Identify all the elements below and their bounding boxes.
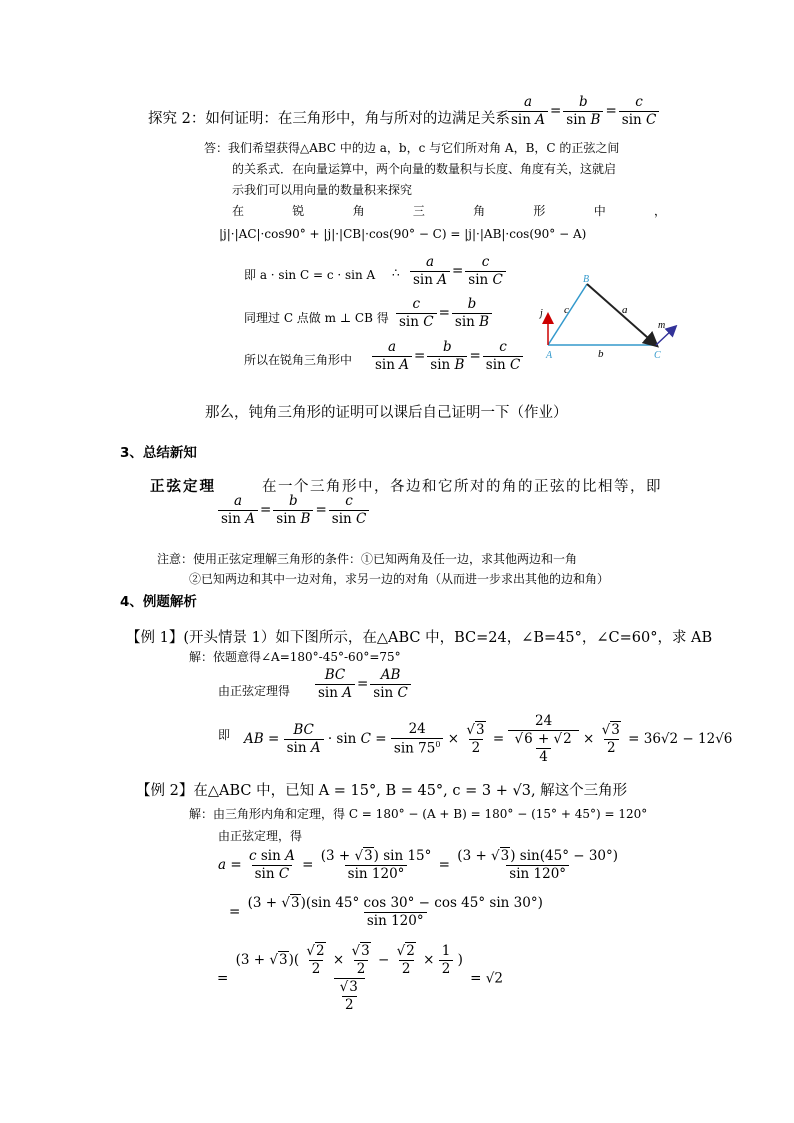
step1-ratio: $\frac{a}{\text{sin A}}$ = $\frac{c}{\text{sin C}}$ [410,255,506,288]
triangle-figure [538,268,688,363]
sine-law-ratio: $\frac{a}{\text{sin A}}$ = $\frac{b}{\text{sin B}}$ = $\frac{c}{\text{sin C}}$ [508,95,659,128]
label-m: m [658,320,666,331]
step2-ratio: $\frac{c}{\text{sin C}}$ = $\frac{b}{\text{sin B}}$ [396,297,492,330]
dot-product-equation: |j|·|AC|·cos90° + |j|·|CB|·cos(90° − C) = |j|·|AB|·cos(90° − A) [219,227,587,241]
answer-line-1: 答：我们希望获得△ABC 中的边 a，b，c 与它们所对角 A，B，C 的正弦之间 [204,141,620,155]
note-line-2: ②已知两边和其中一边对角，求另一边的对角（从而进一步求出其他的边和角） [189,572,610,586]
example2-title: 【例 2】在△ABC 中，已知 A = 15°, B = 45°, c = 3 + √3, 解这个三角形 [136,783,628,799]
example1-solution-1: 解：依题意得∠A=180°-45°-60°=75° [189,650,401,664]
label-j: j [540,308,543,319]
example2-step-b: = $\frac{(3 + √3)(\sin 45^\circ \cos 30^\circ - \cos 45^\circ \sin 30^\circ)}{\sin 120^\circ}$ [229,895,543,929]
answer-line-2: 的关系式．在向量运算中，两个向量的数量积与长度、角度有关，这就启 [232,162,617,176]
example2-final: = √2 [470,970,503,987]
theorem-title: 正弦定理 [150,478,216,495]
example1-solution-2: 由正弦定理得 [218,684,291,698]
example2-solution-2: 由正弦定理，得 [218,829,303,843]
example1-computation: AB = $\frac{BC}{\text{sin A}}$ · sin C = $\frac{24}{\sin 75^0}$ × $\frac{√3}{2}$ = $\frac{24}{\frac{√6 + √2}{4}}$ × $\frac{√3}{2}$ = 36√2 − 12√6 [244,713,733,765]
theorem-formula: $\frac{a}{\text{sin A}}$ = $\frac{b}{\text{sin B}}$ = $\frac{c}{\text{sin C}}$ [218,494,369,527]
example2-step-c: = (3 + √3)( $\frac{√2}{2}$ × $\frac{√3}{2}$ − $\frac{√2}{2}$ × $\frac{1}{2}$ ) $\frac{√3}{2}$ = √2 [217,943,503,1014]
label-c: c [564,304,569,316]
step3-text: 所以在锐角三角形中 [244,353,353,367]
acute-triangle-heading: 在 锐 角 三 角 形 中 ， [232,204,666,218]
example1-ratio: $\frac{BC}{\text{sin A}}$ = $\frac{AB}{\text{sin C}}$ [315,668,411,701]
explore2-question: 探究 2：如何证明：在三角形中，角与所对的边满足关系 [148,111,510,127]
section4-heading: 4、例题解析 [120,594,197,610]
example1-result: = 36√2 − 12√6 [628,731,733,748]
step1-text: 即 a · sin C = c · sin A [244,268,376,282]
example2-solution-1: 解：由三角形内角和定理，得 C = 180° − (A + B) = 180° − (15° + 45°) = 120° [189,807,648,821]
step2-text: 同理过 C 点做 m ⊥ CB 得 [244,311,389,325]
label-b: b [598,348,604,360]
answer-line-3: 示我们可以用向量的数量积来探究 [232,183,413,197]
vector-m [656,329,673,345]
label-a: a [622,304,628,316]
label-C: C [654,350,661,361]
therefore-symbol: ∴ [392,266,400,280]
example1-title: 【例 1】(开头情景 1）如下图所示，在△ABC 中，BC=24，∠B=45°，∠C=60°，求 AB [126,630,713,646]
step3-ratio: $\frac{a}{\text{sin A}}$ = $\frac{b}{\text{sin B}}$ = $\frac{c}{\text{sin C}}$ [372,340,523,373]
label-B: B [583,274,590,285]
example2-step-a: a = $\frac{\text{c sin A}}{\text{sin C}}$ = $\frac{(3 + √3) \sin 15^\circ}{\sin 120^\circ}$ = $\frac{(3 + √3) \sin(45^\circ - 30^\circ)}{\sin 120^\circ}$ [218,848,619,882]
section3-heading: 3、总结新知 [120,445,197,461]
note-line-1: 注意：使用正弦定理解三角形的条件：①已知两角及任一边，求其他两边和一角 [157,552,578,566]
label-A: A [546,350,553,361]
obtuse-note: 那么，钝角三角形的证明可以课后自己证明一下（作业） [205,405,568,421]
theorem-text: 在一个三角形中，各边和它所对的角的正弦的比相等，即 [262,479,662,495]
example1-solution-3: 即 [218,728,231,742]
